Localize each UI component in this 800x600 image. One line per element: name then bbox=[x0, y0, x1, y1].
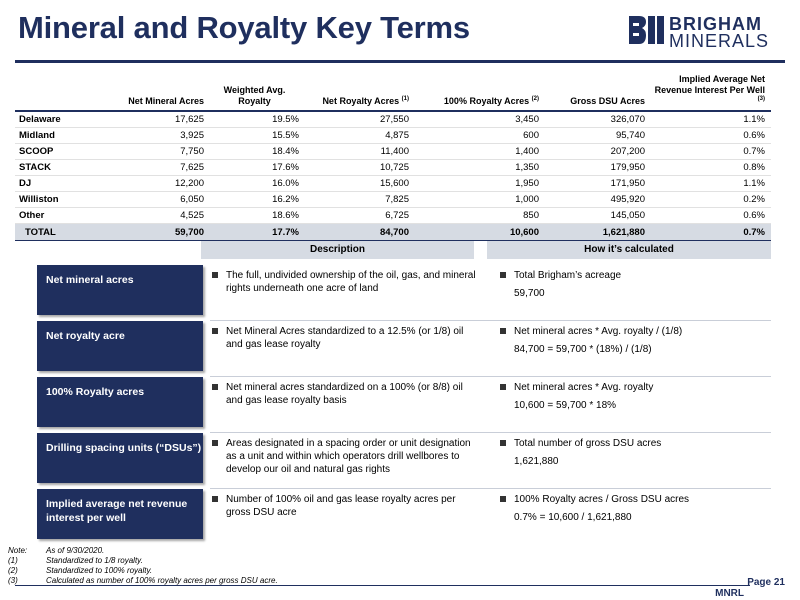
term-description bbox=[210, 493, 482, 519]
basin-name-cell: Other bbox=[15, 208, 115, 224]
term-label: Net mineral acres bbox=[37, 265, 203, 315]
column-header: Net Royalty Acres $^{(1)}$ bbox=[305, 74, 415, 111]
term-description bbox=[210, 269, 482, 295]
table-cell: 11,400 bbox=[305, 144, 415, 160]
column-header: 100% Royalty Acres $^{(2)}$ bbox=[415, 74, 545, 111]
term-label: Drilling spacing units (“DSUs”) bbox=[37, 433, 203, 483]
table-header-row bbox=[15, 74, 771, 111]
column-header: Implied Average Net Revenue Interest Per Well $^{(3)}$ bbox=[651, 74, 771, 111]
footer-rule bbox=[15, 585, 750, 586]
calculation-formula: 100% Royalty acres / Gross DSU acres bbox=[514, 494, 690, 505]
table-cell: 7,625 bbox=[115, 160, 210, 176]
table-cell: 495,920 bbox=[545, 192, 651, 208]
term-description bbox=[210, 437, 482, 476]
basin-name-cell: Midland bbox=[15, 128, 115, 144]
ticker-symbol: MNRL bbox=[715, 588, 744, 599]
term-calculation bbox=[498, 269, 768, 300]
footnote-key: (3) bbox=[8, 576, 18, 585]
table-cell: 4,525 bbox=[115, 208, 210, 224]
table-cell: 0.7% bbox=[651, 224, 771, 241]
basin-name-cell: STACK bbox=[15, 160, 115, 176]
calculation-example: 0.7% = 10,600 / 1,621,880 bbox=[514, 512, 632, 523]
definition-row bbox=[15, 321, 771, 371]
bullet-icon bbox=[500, 272, 506, 278]
table-cell: 27,550 bbox=[305, 111, 415, 128]
table-cell: 1.1% bbox=[651, 111, 771, 128]
calculation-example: 59,700 bbox=[514, 288, 545, 299]
table-cell: 600 bbox=[415, 128, 545, 144]
table-cell: 1.1% bbox=[651, 176, 771, 192]
header-rule bbox=[15, 60, 785, 63]
bullet-icon bbox=[500, 328, 506, 334]
calculation-example: 10,600 = 59,700 * 18% bbox=[514, 400, 617, 411]
footnote-text: Standardized to 1/8 royalty. bbox=[46, 556, 143, 565]
term-description-text: Net Mineral Acres standardized to a 12.5% (or 1/8) oil and gas lease royalty bbox=[226, 326, 464, 350]
footnote bbox=[8, 556, 278, 566]
table-row bbox=[15, 128, 771, 144]
bullet-icon bbox=[212, 272, 218, 278]
table-cell: 0.8% bbox=[651, 160, 771, 176]
footnotes bbox=[8, 546, 278, 586]
table-cell: 1,000 bbox=[415, 192, 545, 208]
table-cell: 17.6% bbox=[210, 160, 305, 176]
basin-summary-table bbox=[15, 74, 771, 241]
table-cell: 18.4% bbox=[210, 144, 305, 160]
term-calculation bbox=[498, 437, 768, 468]
footnote-key: (1) bbox=[8, 556, 18, 565]
table-cell: 171,950 bbox=[545, 176, 651, 192]
table-cell: 15,600 bbox=[305, 176, 415, 192]
basin-name-cell: SCOOP bbox=[15, 144, 115, 160]
basin-name-cell: Delaware bbox=[15, 111, 115, 128]
definition-row bbox=[15, 265, 771, 315]
term-calculation bbox=[498, 493, 768, 524]
column-header: Net Mineral Acres bbox=[115, 74, 210, 111]
table-row bbox=[15, 144, 771, 160]
term-calculation bbox=[498, 325, 768, 356]
calculation-formula: Net mineral acres * Avg. royalty / (1/8) bbox=[514, 326, 683, 337]
table-row bbox=[15, 111, 771, 128]
calculation-formula: Total Brigham’s acreage bbox=[514, 270, 622, 281]
page-title: Mineral and Royalty Key Terms bbox=[18, 10, 470, 45]
term-description bbox=[210, 325, 482, 351]
table-row bbox=[15, 208, 771, 224]
footnote-text: Calculated as number of 100% royalty acres per gross DSU acre. bbox=[46, 576, 278, 585]
table-cell: 0.6% bbox=[651, 128, 771, 144]
footnote-text: Standardized to 100% royalty. bbox=[46, 566, 153, 575]
table-cell: 19.5% bbox=[210, 111, 305, 128]
term-description-text: Number of 100% oil and gas lease royalty acres per gross DSU acre bbox=[226, 494, 456, 518]
table-cell: 3,925 bbox=[115, 128, 210, 144]
term-calculation bbox=[498, 381, 768, 412]
table-cell: 3,450 bbox=[415, 111, 545, 128]
table-cell: 7,825 bbox=[305, 192, 415, 208]
basin-name-cell: DJ bbox=[15, 176, 115, 192]
definition-row bbox=[15, 377, 771, 427]
calculation-formula: Net mineral acres * Avg. royalty bbox=[514, 382, 654, 393]
footnote-key: Note: bbox=[8, 546, 28, 555]
description-column-header: Description bbox=[201, 241, 474, 259]
brigham-logo bbox=[629, 14, 789, 51]
term-description-text: Areas designated in a spacing order or unit designation as a unit and within which operators drill wellbores to develop our oil and natural gas rights bbox=[226, 438, 471, 475]
table-cell: 0.6% bbox=[651, 208, 771, 224]
table-row bbox=[15, 176, 771, 192]
table-cell: 10,725 bbox=[305, 160, 415, 176]
table-row bbox=[15, 192, 771, 208]
column-header: Gross DSU Acres bbox=[545, 74, 651, 111]
calculation-formula: Total number of gross DSU acres bbox=[514, 438, 662, 449]
term-description-text: The full, undivided ownership of the oil, gas, and mineral rights underneath one acre of land bbox=[226, 270, 476, 294]
brigham-logo-mark-icon bbox=[629, 14, 665, 46]
bullet-icon bbox=[500, 496, 506, 502]
calculation-column-header: How it’s calculated bbox=[487, 241, 771, 259]
table-cell: 10,600 bbox=[415, 224, 545, 241]
term-description-text: Net mineral acres standardized on a 100% (or 8/8) oil and gas lease royalty basis bbox=[226, 382, 463, 406]
table-cell: 84,700 bbox=[305, 224, 415, 241]
table-cell: 7,750 bbox=[115, 144, 210, 160]
footnote-text: As of 9/30/2020. bbox=[46, 546, 105, 555]
table-cell: 0.7% bbox=[651, 144, 771, 160]
footnote bbox=[8, 546, 278, 556]
footnote bbox=[8, 566, 278, 576]
column-header bbox=[15, 74, 115, 111]
table-cell: 4,875 bbox=[305, 128, 415, 144]
table-cell: 15.5% bbox=[210, 128, 305, 144]
table-cell: 16.0% bbox=[210, 176, 305, 192]
footnote-key: (2) bbox=[8, 566, 18, 575]
logo-text-minerals: MINERALS bbox=[669, 31, 770, 51]
definition-row bbox=[15, 489, 771, 539]
table-cell: 207,200 bbox=[545, 144, 651, 160]
table-cell: 0.2% bbox=[651, 192, 771, 208]
table-total-row bbox=[15, 224, 771, 241]
basin-name-cell: TOTAL bbox=[15, 224, 115, 241]
table-cell: 1,621,880 bbox=[545, 224, 651, 241]
table-cell: 95,740 bbox=[545, 128, 651, 144]
basin-name-cell: Williston bbox=[15, 192, 115, 208]
table-cell: 1,950 bbox=[415, 176, 545, 192]
bullet-icon bbox=[500, 440, 506, 446]
table-cell: 1,350 bbox=[415, 160, 545, 176]
bullet-icon bbox=[212, 384, 218, 390]
table-cell: 59,700 bbox=[115, 224, 210, 241]
definition-row bbox=[15, 433, 771, 483]
table-cell: 850 bbox=[415, 208, 545, 224]
page-number: Page 21 bbox=[747, 577, 785, 588]
bullet-icon bbox=[212, 440, 218, 446]
column-header: Weighted Avg. Royalty bbox=[210, 74, 305, 111]
table-cell: 12,200 bbox=[115, 176, 210, 192]
table-cell: 17,625 bbox=[115, 111, 210, 128]
term-label: Implied average net revenue interest per well bbox=[37, 489, 203, 539]
table-cell: 6,725 bbox=[305, 208, 415, 224]
table-cell: 326,070 bbox=[545, 111, 651, 128]
table-cell: 145,050 bbox=[545, 208, 651, 224]
bullet-icon bbox=[500, 384, 506, 390]
calculation-example: 1,621,880 bbox=[514, 456, 559, 467]
table-cell: 6,050 bbox=[115, 192, 210, 208]
term-label: Net royalty acre bbox=[37, 321, 203, 371]
logo-text-brigham: BRIGHAM bbox=[669, 14, 762, 34]
bullet-icon bbox=[212, 496, 218, 502]
table-cell: 16.2% bbox=[210, 192, 305, 208]
calculation-example: 84,700 = 59,700 * (18%) / (1/8) bbox=[514, 344, 652, 355]
bullet-icon bbox=[212, 328, 218, 334]
table-cell: 1,400 bbox=[415, 144, 545, 160]
term-label: 100% Royalty acres bbox=[37, 377, 203, 427]
table-row bbox=[15, 160, 771, 176]
table-cell: 17.7% bbox=[210, 224, 305, 241]
table-cell: 18.6% bbox=[210, 208, 305, 224]
term-description bbox=[210, 381, 482, 407]
table-cell: 179,950 bbox=[545, 160, 651, 176]
